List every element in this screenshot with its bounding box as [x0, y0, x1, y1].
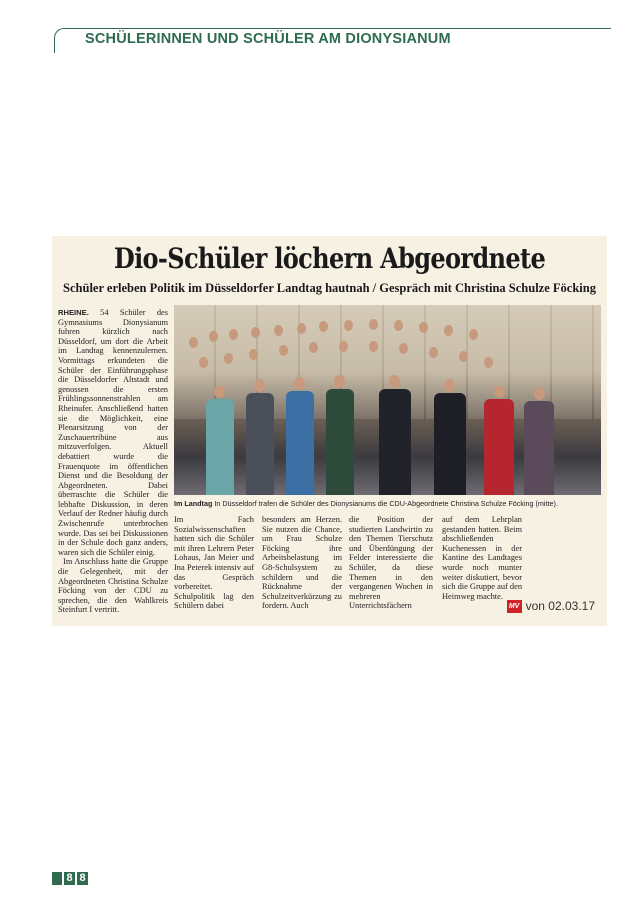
article-column-5: auf dem Lehrplan gestanden hatten. Beim abschließenden Kuchenessen in der Kantine des Landtages wurde noch munter weiter diskutiert, bevor sich die Gruppe auf den Heimweg machte. — [442, 515, 523, 601]
page-number-bar — [52, 872, 62, 885]
article-headline: Dio-Schüler löchern Abgeordnete — [113, 242, 546, 275]
article-column-3: besonders am Herzen. Sie nutzen die Chance, um Frau Schulze Föcking ihre Arbeitsbelastung im G8-Schulsystem zu schildern und die Rücknahme der Schulzeitverkürzung zu fordern. Auch — [262, 515, 342, 611]
page-number — [52, 872, 88, 885]
article-subheadline: Schüler erleben Politik im Düsseldorfer Landtag hautnah / Gespräch mit Christina Schulze Föcking — [63, 281, 596, 295]
caption-label: Im Landtag — [174, 499, 213, 508]
source-date: von 02.03.17 — [525, 599, 595, 613]
group-photo — [174, 305, 601, 495]
article-column-2: Im Fach Sozialwissenschaften hatten sich die Schüler mit ihren Lehrern Peter Lohaus, Jan Meier und Ina Peterek intensiv auf das Gespräch vorbereitet. Schulpolitik lag den Schülern dabei — [174, 515, 254, 611]
article-column-1 — [58, 308, 168, 615]
article-column-4: die Position der studierten Landwirtin zu den Themen Tierschutz und Überdüngung der Felder interessierte die Schüler, da diese Themen in den vergangenen Wochen in mehreren Unterrichtsfächern — [349, 515, 433, 611]
dateline: RHEINE. — [58, 308, 89, 317]
source-note — [507, 599, 595, 613]
mv-logo-icon: MV — [507, 600, 522, 613]
column-text: Im Anschluss hatte die Gruppe die Gelegenheit, mit der Abgeordneten Christina Schulze Föcking von der CDU zu sprechen, die den Wahlkreis Steinfurt I vertritt. — [58, 557, 168, 615]
photo-caption — [174, 499, 601, 508]
section-header — [54, 28, 611, 53]
photo-people — [179, 317, 561, 495]
column-text: 54 Schüler des Gymnasiums Dionysianum fuhren kürzlich nach Düsseldorf, um dort die Arbeit im Landtag kennenzulernen. Vormittags erkundeten die Schüler der Einführungsphase die Düsseldorfer Altstadt und genossen die ersten Frühlingssonnenstrahlen am Rheinufer. Anschließend hatten sie die Möglichkeit, eine Plenarsitzung von der Zuschauertribüne aus mitzuverfolgen. Aktuell debattiert wurde die Frauenquote im öffentlichen Dienst und die Besoldung der Abgeordneten. Dabei überraschte die Schüler die lebhafte Diskussion, in deren Verlauf der Redner häufig durch Zwischenrufe unterbrochen wurde. Das sei bei Diskussionen in der Schule doch ganz anders, waren sich die Schüler einig. — [58, 308, 169, 557]
page-digit: 8 — [64, 872, 75, 885]
section-title: SCHÜLERINNEN UND SCHÜLER AM DIONYSIANUM — [85, 31, 451, 47]
newspaper-clipping — [52, 236, 607, 626]
caption-text: In Düsseldorf trafen die Schüler des Dionysianums die CDU-Abgeordnete Christina Schulze Föcking (mitte). — [214, 499, 558, 508]
page-digit: 8 — [77, 872, 88, 885]
